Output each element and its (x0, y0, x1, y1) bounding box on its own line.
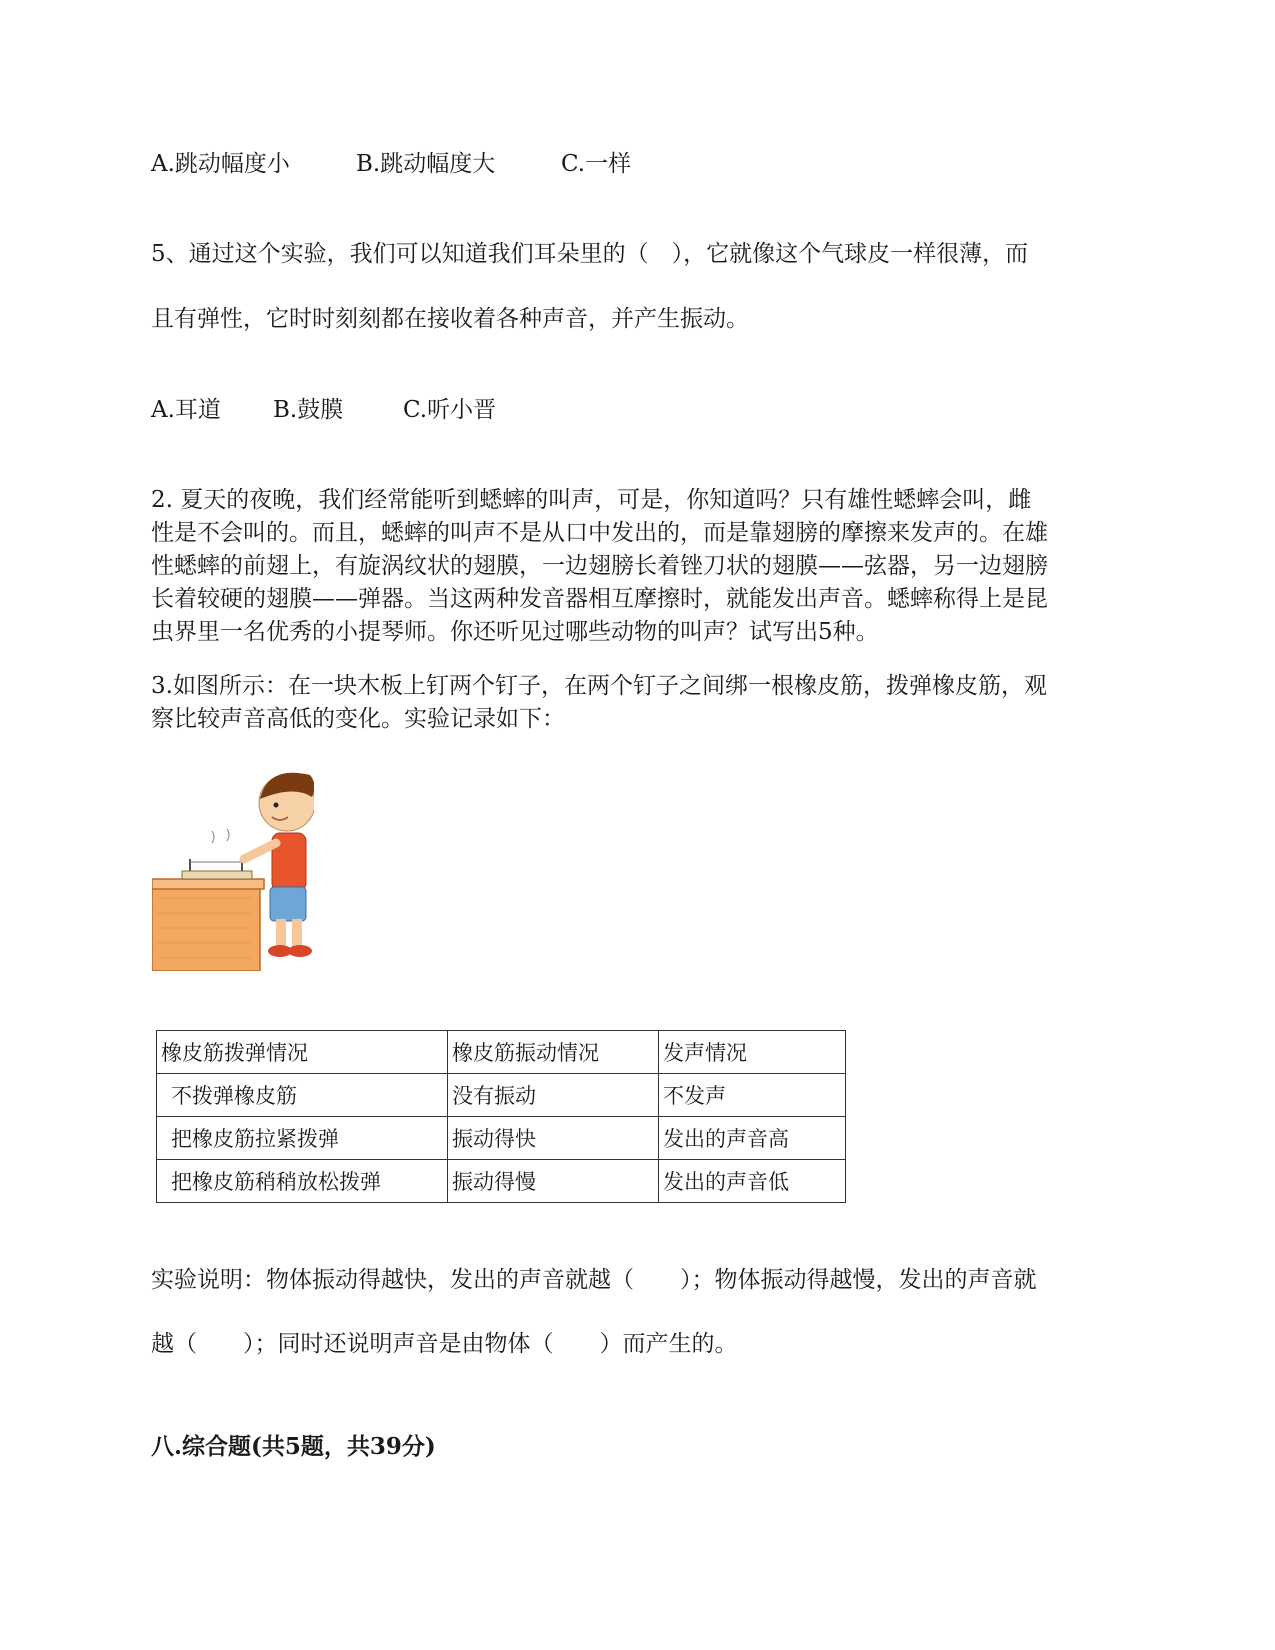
table-cell: 发出的声音低 (659, 1160, 846, 1203)
table-header-cell: 橡皮筋振动情况 (448, 1031, 659, 1074)
q4-option-c: C.一样 (561, 151, 632, 177)
boy-plucking-rubber-band-illustration (152, 763, 314, 971)
q3-explanation-line-1: 实验说明：物体振动得越快，发出的声音就越（ ）；物体振动得越慢，发出的声音就 (151, 1267, 1037, 1293)
table-cell: 把橡皮筋拉紧拨弹 (157, 1117, 448, 1160)
table-header-cell: 橡皮筋拨弹情况 (157, 1031, 448, 1074)
q3-line-1: 3.如图所示：在一块木板上钉两个钉子，在两个钉子之间绑一根橡皮筋，拨弹橡皮筋，观 (151, 673, 1047, 699)
q2-line-3: 性蟋蟀的前翅上，有旋涡纹状的翅膜，一边翅膀长着锉刀状的翅膜——弦器，另一边翅膀 (151, 553, 1048, 579)
table-row (157, 1074, 846, 1117)
q5-option-c: C.听小晋 (403, 397, 497, 423)
q2-line-5: 虫界里一名优秀的小提琴师。你还听见过哪些动物的叫声？试写出5种。 (151, 619, 879, 645)
table-cell: 不拨弹橡皮筋 (157, 1074, 448, 1117)
q2-paragraph (151, 484, 1131, 649)
q4-option-a: A.跳动幅度小 (151, 151, 290, 177)
q5-line-2: 且有弹性，它时时刻刻都在接收着各种声音，并产生振动。 (151, 306, 749, 332)
table-header-cell: 发声情况 (659, 1031, 846, 1074)
q5-options (151, 394, 496, 427)
table-header-row (157, 1031, 846, 1074)
q3-explanation-line-2: 越（ ）；同时还说明声音是由物体（ ）而产生的。 (151, 1331, 738, 1357)
q5-option-b: B.鼓膜 (273, 397, 344, 423)
q2-line-1: 2. 夏天的夜晚，我们经常能听到蟋蟀的叫声，可是，你知道吗？只有雄性蟋蟀会叫，雌 (151, 487, 1032, 513)
table-cell: 不发声 (659, 1074, 846, 1117)
q4-option-b: B.跳动幅度大 (356, 151, 496, 177)
q5-line-1: 5、通过这个实验，我们可以知道我们耳朵里的（ ），它就像这个气球皮一样很薄，而 (151, 241, 1029, 267)
table-row (157, 1160, 846, 1203)
q3-paragraph (151, 670, 1131, 736)
q4-options (151, 148, 631, 181)
table-cell: 把橡皮筋稍稍放松拨弹 (157, 1160, 448, 1203)
experiment-record-table (156, 1030, 846, 1203)
table-row (157, 1117, 846, 1160)
q5-option-a: A.耳道 (151, 397, 221, 423)
q3-line-2: 察比较声音高低的变化。实验记录如下： (151, 706, 565, 732)
section-heading: 八.综合题(共5题，共39分) (151, 1433, 436, 1460)
table-cell: 发出的声音高 (659, 1117, 846, 1160)
table-cell: 振动得快 (448, 1117, 659, 1160)
q2-line-4: 长着较硬的翅膜——弹器。当这两种发音器相互摩擦时，就能发出声音。蟋蟀称得上是昆 (151, 586, 1048, 612)
table-cell: 振动得慢 (448, 1160, 659, 1203)
table-cell: 没有振动 (448, 1074, 659, 1117)
q2-line-2: 性是不会叫的。而且，蟋蟀的叫声不是从口中发出的，而是靠翅膀的摩擦来发声的。在雄 (151, 520, 1048, 546)
